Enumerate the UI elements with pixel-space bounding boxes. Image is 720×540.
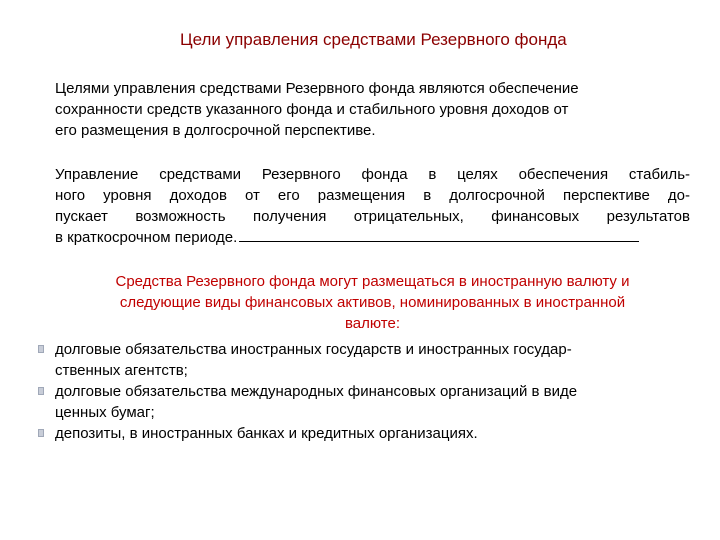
square-bullet-icon [38,387,44,395]
red-line: Средства Резервного фонда могут размещаться в иностранную валюту и [115,273,630,290]
list-item [38,381,690,423]
paragraph-line-text: в краткосрочном периоде. [55,229,238,246]
paragraph-line: пускает возможность получения отрицательных, финансовых результатов [55,208,690,225]
paragraph-line: его размещения в долгосрочной перспективе. [55,122,376,139]
red-line: валюте: [344,315,401,332]
red-line: следующие виды финансовых активов, номинированных в иностранной [119,294,626,311]
paragraph-line: Целями управления средствами Резервного фонда являются обеспечение [55,80,579,97]
paragraph-line-last [55,227,690,248]
list-item-line: долговые обязательства иностранных государств и иностранных государ- [55,341,572,358]
investment-assets-intro [55,271,690,334]
square-bullet-icon [38,345,44,353]
list-item-line: депозиты, в иностранных банках и кредитных организациях. [55,425,478,442]
slide-title: Цели управления средствами Резервного фонда [180,30,567,49]
paragraph-management [55,164,690,248]
list-item-line: ценных бумаг; [55,404,155,421]
list-item-line: долговые обязательства международных финансовых организаций в виде [55,383,578,400]
paragraph-line: ного уровня доходов от его размещения в долгосрочной перспективе до- [55,187,690,204]
paragraph-goals [55,78,690,141]
list-item [38,339,690,381]
paragraph-line: сохранности средств указанного фонда и стабильного уровня доходов от [55,101,569,118]
assets-list [38,339,690,444]
list-item-line: ственных агентств; [55,362,188,379]
paragraph-line: Управление средствами Резервного фонда в целях обеспечения стабиль- [55,166,690,183]
square-bullet-icon [38,429,44,437]
list-item [38,423,690,444]
underline-rule [239,227,639,242]
